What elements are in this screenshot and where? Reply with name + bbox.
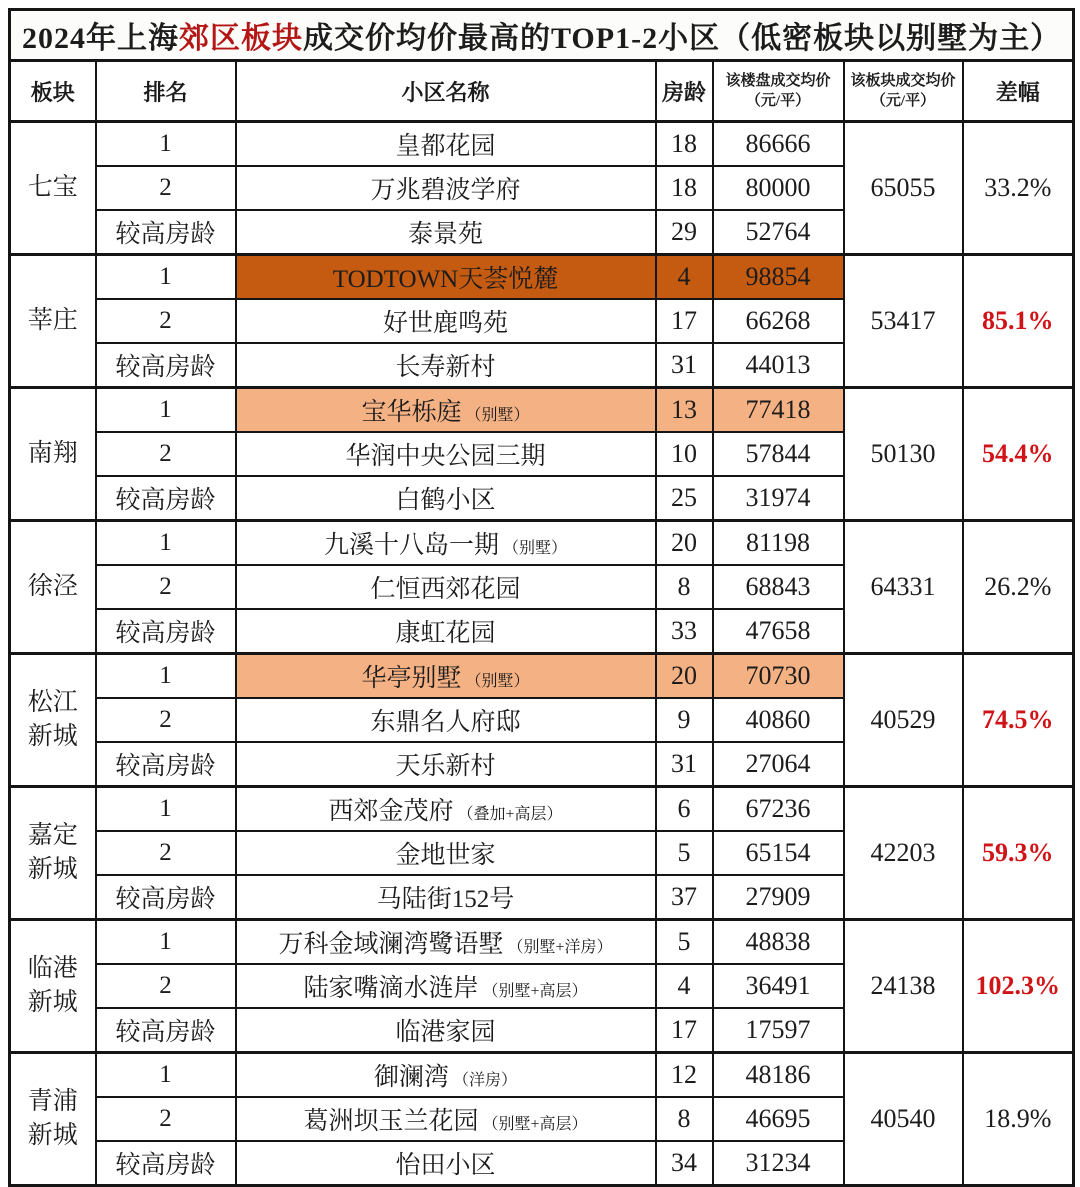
community-name-cell: 马陆街152号 <box>236 875 656 920</box>
plate-price-cell: 40529 <box>844 654 963 787</box>
rank-cell: 较高房龄 <box>96 343 236 388</box>
unit-price-cell: 67236 <box>713 787 844 832</box>
community-name-cell: 陆家嘴滴水涟岸 （别墅+高层） <box>236 964 656 1008</box>
rank-cell: 1 <box>96 920 236 965</box>
unit-price-cell: 70730 <box>713 654 844 699</box>
rank-cell: 2 <box>96 831 236 875</box>
rank-cell: 较高房龄 <box>96 1141 236 1186</box>
title-part2: 成交价均价最高的TOP1-2小区（低密板块以别墅为主） <box>302 22 1062 55</box>
rank-cell: 较高房龄 <box>96 210 236 255</box>
age-cell: 17 <box>656 299 713 343</box>
rank-cell: 1 <box>96 388 236 433</box>
age-cell: 6 <box>656 787 713 832</box>
community-name-cell: 华润中央公园三期 <box>236 432 656 476</box>
rank-cell: 较高房龄 <box>96 742 236 787</box>
community-name-cell: 好世鹿鸣苑 <box>236 299 656 343</box>
table-row <box>10 787 1074 832</box>
plate-price-header-line1: 该板块成交均价 <box>850 72 956 89</box>
unit-price-cell: 52764 <box>713 210 844 255</box>
rank-cell: 2 <box>96 166 236 210</box>
unit-price-cell: 77418 <box>713 388 844 433</box>
age-cell: 5 <box>656 831 713 875</box>
column-header-age: 房龄 <box>656 61 713 122</box>
community-note: （别墅+洋房） <box>503 939 613 956</box>
plate-price-cell: 50130 <box>844 388 963 521</box>
unit-price-cell: 80000 <box>713 166 844 210</box>
table-row <box>10 920 1074 965</box>
unit-price-cell: 68843 <box>713 565 844 609</box>
unit-price-cell: 46695 <box>713 1097 844 1141</box>
unit-price-cell: 66268 <box>713 299 844 343</box>
community-name-cell: 万兆碧波学府 <box>236 166 656 210</box>
gap-cell: 74.5% <box>963 654 1074 787</box>
community-name-cell: 葛洲坝玉兰花园 （别墅+高层） <box>236 1097 656 1141</box>
age-cell: 18 <box>656 122 713 167</box>
column-header-plate-price <box>844 61 963 122</box>
plate-price-cell: 24138 <box>844 920 963 1053</box>
rank-cell: 1 <box>96 787 236 832</box>
title-part1: 2024年上海 <box>21 22 179 55</box>
table-row <box>10 255 1074 300</box>
plate-price-header-line2: （元/平） <box>870 93 936 109</box>
unit-price-cell: 81198 <box>713 521 844 566</box>
rank-cell: 1 <box>96 255 236 300</box>
plate-price-cell: 65055 <box>844 122 963 255</box>
plate-cell: 松江新城 <box>10 654 96 787</box>
community-name-cell: 天乐新村 <box>236 742 656 787</box>
plate-price-cell: 40540 <box>844 1053 963 1186</box>
plate-cell: 南翔 <box>10 388 96 521</box>
rank-cell: 2 <box>96 964 236 1008</box>
community-note: （别墅） <box>461 407 530 424</box>
community-note: （别墅） <box>461 673 530 690</box>
community-name-cell: 临港家园 <box>236 1008 656 1053</box>
unit-price-cell: 27909 <box>713 875 844 920</box>
rank-cell: 2 <box>96 1097 236 1141</box>
plate-cell: 青浦新城 <box>10 1053 96 1186</box>
rank-cell: 2 <box>96 299 236 343</box>
plate-price-cell: 53417 <box>844 255 963 388</box>
community-name-cell: 白鹤小区 <box>236 476 656 521</box>
plate-cell: 莘庄 <box>10 255 96 388</box>
gap-cell: 102.3% <box>963 920 1074 1053</box>
community-note: （洋房） <box>449 1072 518 1089</box>
gap-cell: 26.2% <box>963 521 1074 654</box>
rank-cell: 1 <box>96 1053 236 1098</box>
age-cell: 20 <box>656 654 713 699</box>
rank-cell: 1 <box>96 654 236 699</box>
unit-price-cell: 17597 <box>713 1008 844 1053</box>
plate-cell: 临港新城 <box>10 920 96 1053</box>
unit-price-header-line2: （元/平） <box>745 93 811 109</box>
unit-price-cell: 48838 <box>713 920 844 965</box>
age-cell: 13 <box>656 388 713 433</box>
plate-cell: 七宝 <box>10 122 96 255</box>
community-name-cell: 宝华栎庭 （别墅） <box>236 388 656 433</box>
community-name-cell: 长寿新村 <box>236 343 656 388</box>
community-name-cell: 仁恒西郊花园 <box>236 565 656 609</box>
age-cell: 8 <box>656 565 713 609</box>
rank-cell: 2 <box>96 432 236 476</box>
community-name-cell: 万科金域澜湾鹭语墅 （别墅+洋房） <box>236 920 656 965</box>
rank-cell: 1 <box>96 122 236 167</box>
unit-price-cell: 48186 <box>713 1053 844 1098</box>
gap-cell: 85.1% <box>963 255 1074 388</box>
community-name-cell: 金地世家 <box>236 831 656 875</box>
unit-price-cell: 44013 <box>713 343 844 388</box>
age-cell: 8 <box>656 1097 713 1141</box>
age-cell: 25 <box>656 476 713 521</box>
community-note: （叠加+高层） <box>453 806 563 823</box>
table-row <box>10 654 1074 699</box>
unit-price-cell: 65154 <box>713 831 844 875</box>
plate-cell: 徐泾 <box>10 521 96 654</box>
plate-cell: 嘉定新城 <box>10 787 96 920</box>
rank-cell: 较高房龄 <box>96 476 236 521</box>
column-header-rank: 排名 <box>96 61 236 122</box>
age-cell: 34 <box>656 1141 713 1186</box>
age-cell: 20 <box>656 521 713 566</box>
title-row <box>10 10 1074 61</box>
table-body <box>10 122 1074 1186</box>
column-header-community: 小区名称 <box>236 61 656 122</box>
column-header-plate: 板块 <box>10 61 96 122</box>
community-name-cell: 华亭别墅 （别墅） <box>236 654 656 699</box>
age-cell: 10 <box>656 432 713 476</box>
gap-cell: 54.4% <box>963 388 1074 521</box>
age-cell: 9 <box>656 698 713 742</box>
title-highlight: 郊区板块 <box>178 22 303 55</box>
age-cell: 4 <box>656 964 713 1008</box>
community-name-cell: 御澜湾 （洋房） <box>236 1053 656 1098</box>
unit-price-cell: 36491 <box>713 964 844 1008</box>
top2-communities-table <box>8 8 1075 1187</box>
rank-cell: 2 <box>96 698 236 742</box>
unit-price-cell: 31974 <box>713 476 844 521</box>
rank-cell: 较高房龄 <box>96 875 236 920</box>
plate-price-cell: 42203 <box>844 787 963 920</box>
community-name-cell: 东鼎名人府邸 <box>236 698 656 742</box>
table-row <box>10 1053 1074 1098</box>
rank-cell: 1 <box>96 521 236 566</box>
unit-price-cell: 31234 <box>713 1141 844 1186</box>
community-name-cell: 康虹花园 <box>236 609 656 654</box>
community-note: （别墅） <box>499 540 568 557</box>
age-cell: 37 <box>656 875 713 920</box>
column-header-unit-price <box>713 61 844 122</box>
age-cell: 12 <box>656 1053 713 1098</box>
age-cell: 33 <box>656 609 713 654</box>
rank-cell: 较高房龄 <box>96 609 236 654</box>
table-row <box>10 521 1074 566</box>
age-cell: 29 <box>656 210 713 255</box>
age-cell: 18 <box>656 166 713 210</box>
community-name-cell: 九溪十八岛一期 （别墅） <box>236 521 656 566</box>
age-cell: 5 <box>656 920 713 965</box>
gap-cell: 18.9% <box>963 1053 1074 1186</box>
age-cell: 17 <box>656 1008 713 1053</box>
community-name-cell: TODTOWN天荟悦麓 <box>236 255 656 300</box>
community-name-cell: 西郊金茂府 （叠加+高层） <box>236 787 656 832</box>
unit-price-cell: 40860 <box>713 698 844 742</box>
table-row <box>10 388 1074 433</box>
table-row <box>10 122 1074 167</box>
rank-cell: 较高房龄 <box>96 1008 236 1053</box>
community-name-cell: 皇都花园 <box>236 122 656 167</box>
rank-cell: 2 <box>96 565 236 609</box>
community-name-cell: 怡田小区 <box>236 1141 656 1186</box>
unit-price-cell: 57844 <box>713 432 844 476</box>
community-name-cell: 泰景苑 <box>236 210 656 255</box>
unit-price-cell: 98854 <box>713 255 844 300</box>
gap-cell: 33.2% <box>963 122 1074 255</box>
age-cell: 31 <box>656 742 713 787</box>
community-note: （别墅+高层） <box>478 983 588 1000</box>
unit-price-header-line1: 该楼盘成交均价 <box>725 72 831 89</box>
unit-price-cell: 86666 <box>713 122 844 167</box>
column-header-gap: 差幅 <box>963 61 1074 122</box>
age-cell: 4 <box>656 255 713 300</box>
age-cell: 31 <box>656 343 713 388</box>
plate-price-cell: 64331 <box>844 521 963 654</box>
gap-cell: 59.3% <box>963 787 1074 920</box>
table-title <box>10 10 1074 61</box>
community-note: （别墅+高层） <box>478 1116 588 1133</box>
unit-price-cell: 27064 <box>713 742 844 787</box>
header-row <box>10 61 1074 122</box>
unit-price-cell: 47658 <box>713 609 844 654</box>
